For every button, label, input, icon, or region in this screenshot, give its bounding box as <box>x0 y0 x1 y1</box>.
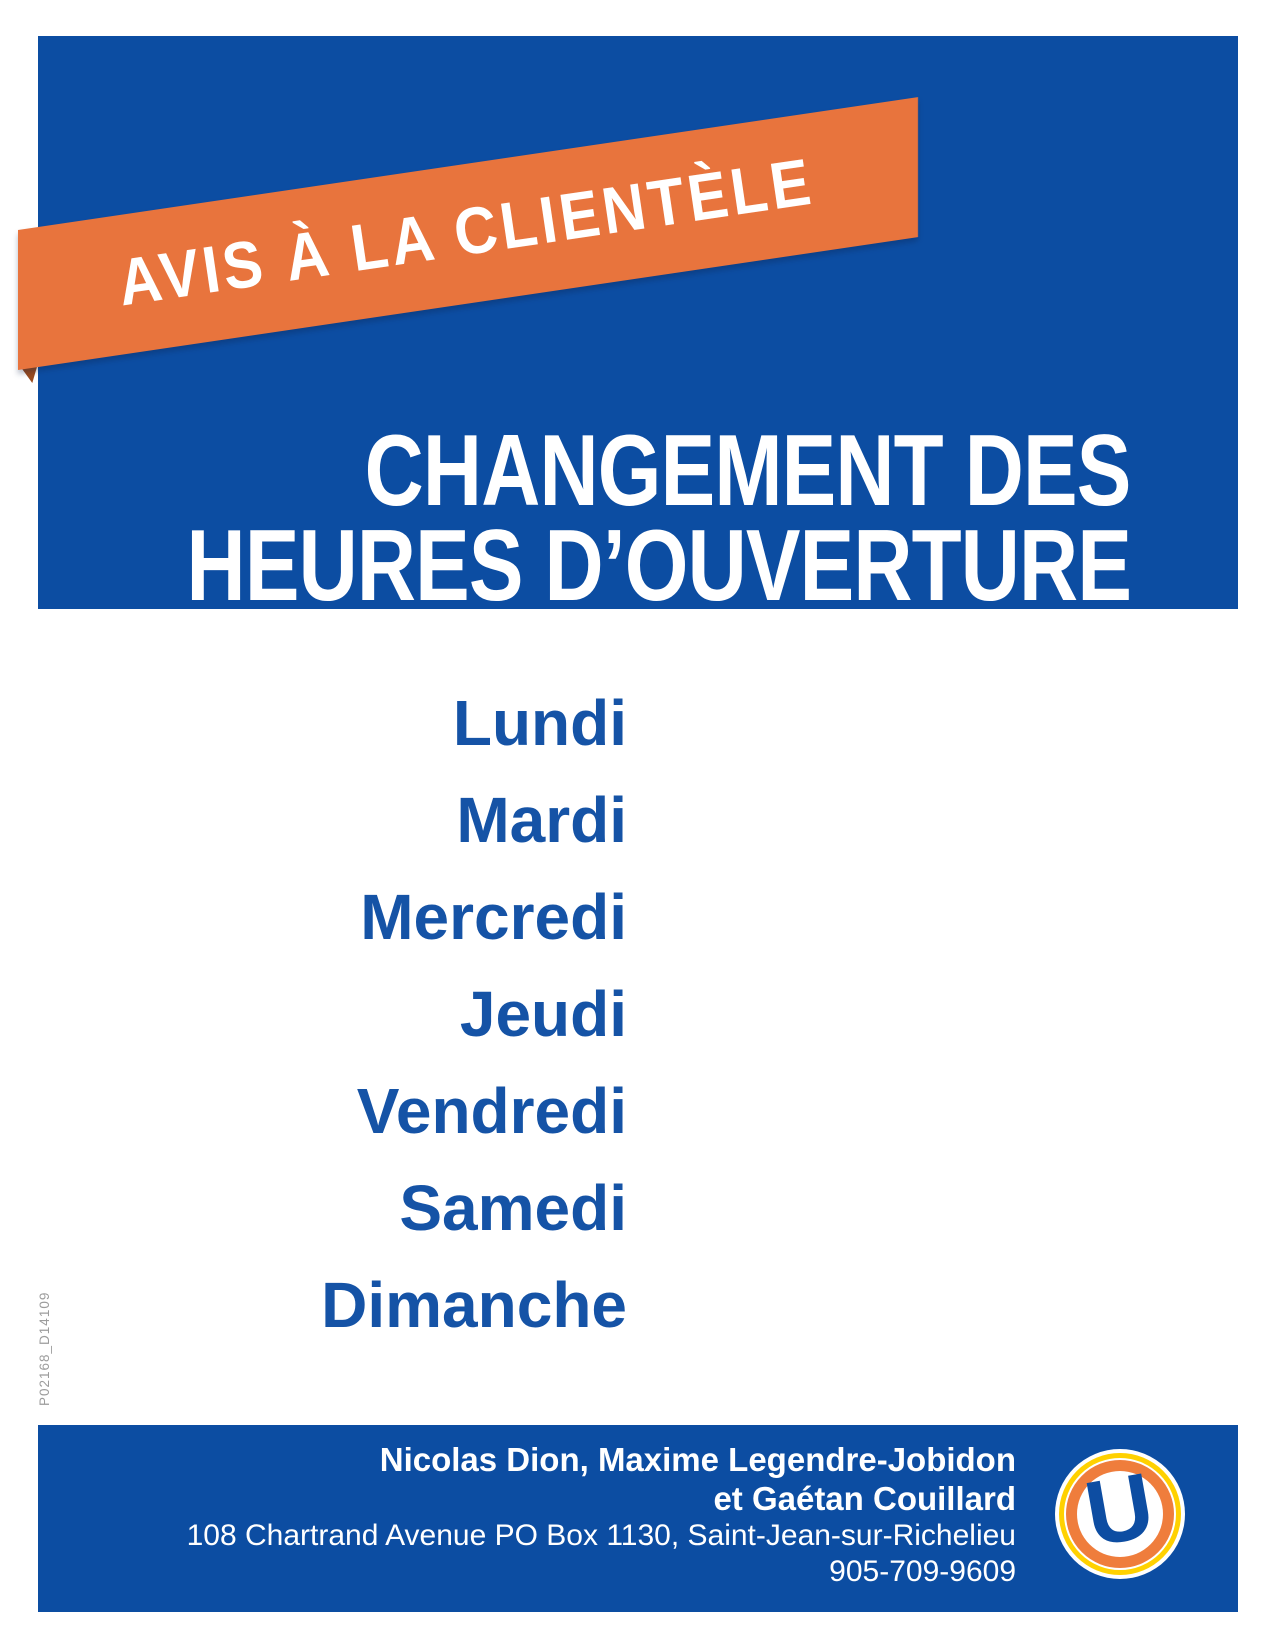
day-vendredi: Vendredi <box>356 1075 627 1147</box>
print-job-code: P02168_D14109 <box>37 1291 52 1406</box>
day-jeudi: Jeudi <box>459 978 627 1050</box>
logo-yellow-ring <box>1059 1453 1181 1575</box>
day-dimanche: Dimanche <box>321 1269 627 1341</box>
notice-ribbon-label: AVIS À LA CLIENTÈLE <box>113 143 819 320</box>
owner-names-line2: et Gaétan Couillard <box>713 1480 1016 1517</box>
uniprix-logo <box>1055 1449 1185 1579</box>
day-mardi: Mardi <box>456 784 627 856</box>
page-title-line2: HEURES D’OUVERTURE <box>186 510 1131 622</box>
page-title <box>0 415 1131 622</box>
day-mercredi: Mercredi <box>360 881 627 953</box>
owner-names-line1: Nicolas Dion, Maxime Legendre-Jobidon <box>379 1441 1016 1478</box>
store-phone: 905-709-9609 <box>829 1555 1016 1588</box>
day-lundi: Lundi <box>452 687 627 759</box>
footer-contact <box>187 1440 1016 1590</box>
logo-orange-ring <box>1064 1454 1176 1570</box>
store-address: 108 Chartrand Avenue PO Box 1130, Saint-Jean-sur-Richelieu <box>186 1519 1016 1552</box>
day-samedi: Samedi <box>399 1172 627 1244</box>
logo-white-disc <box>1077 1454 1163 1567</box>
logo-u-letter: U <box>1077 1454 1161 1567</box>
days-list <box>321 675 627 1354</box>
page-title-line1: CHANGEMENT DES <box>365 415 1131 527</box>
